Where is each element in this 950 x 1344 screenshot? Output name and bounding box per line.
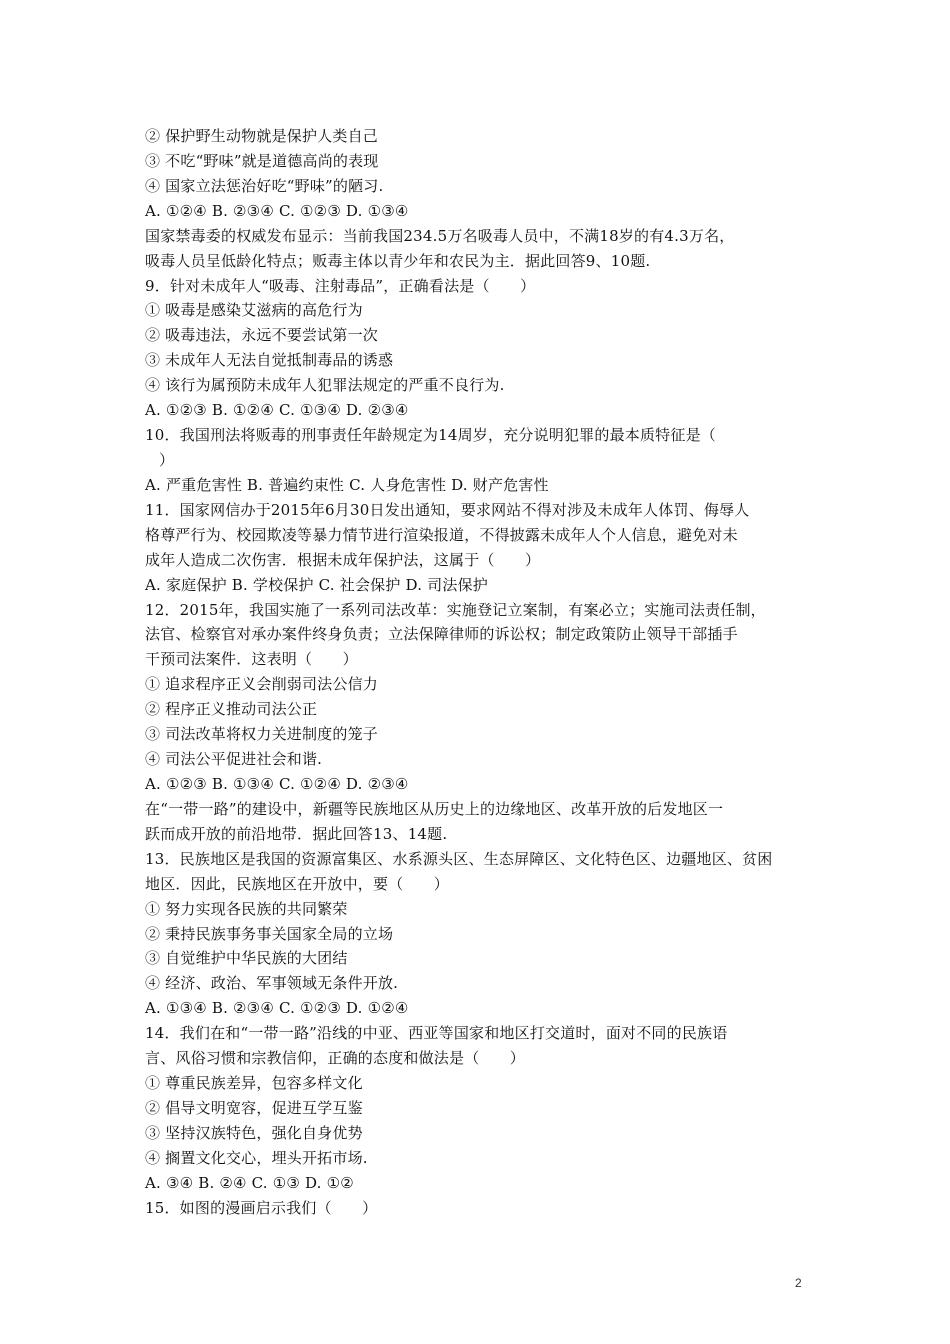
exam-text-body [145,124,815,1221]
answer-choices: A. 家庭保护 B. 学校保护 C. 社会保护 D. 司法保护 [145,575,488,594]
option-line: ④ 搁置文化交心，埋头开拓市场. [145,1148,368,1167]
question-12-continued: 法官、检察官对承办案件终身负责；立法保障律师的诉讼权；制定政策防止领导干部插手 [145,625,738,644]
answer-choices: A. ①③④ B. ②③④ C. ①②③ D. ①②④ [145,999,409,1018]
option-line: ② 程序正义推动司法公正 [145,700,318,719]
option-line: ④ 国家立法惩治好吃“野味”的陋习. [145,176,384,195]
question-10-continued: ） [159,450,175,469]
question-12-continued: 干预司法案件．这表明（ ） [145,650,358,669]
option-line: ④ 经济、政治、军事领域无条件开放. [145,974,399,993]
option-line: ① 吸毒是感染艾滋病的高危行为 [145,301,363,320]
question-13: 13．民族地区是我国的资源富集区、水系源头区、生态屏障区、文化特色区、边疆地区、贫困 [145,849,773,868]
passage-line: 国家禁毒委的权威发布显示：当前我国234.5万名吸毒人员中，不满18岁的有4.3万名， [145,226,735,245]
answer-choices: A. 严重危害性 B. 普遍约束性 C. 人身危害性 D. 财产危害性 [145,475,549,494]
option-line: ③ 未成年人无法自觉抵制毒品的诱惑 [145,351,394,370]
question-9: 9．针对未成年人“吸毒、注射毒品”，正确看法是（ ） [145,276,536,295]
passage-line: 吸毒人员呈低龄化特点；贩毒主体以青少年和农民为主．据此回答9、10题. [145,251,651,270]
option-line: ④ 该行为属预防未成年人犯罪法规定的严重不良行为. [145,376,505,395]
question-11-continued: 成年人造成二次伤害．根据未成年保护法，这属于（ ） [145,550,541,569]
option-line: ③ 自觉维护中华民族的大团结 [145,949,348,968]
passage-line: 跃而成开放的前沿地带．据此回答13、14题. [145,824,448,843]
answer-choices: A. ①②④ B. ②③④ C. ①②③ D. ①③④ [145,201,409,220]
option-line: ② 吸毒违法，永远不要尝试第一次 [145,326,378,345]
question-10: 10．我国刑法将贩毒的刑事责任年龄规定为14周岁，充分说明犯罪的最本质特征是（ [145,426,716,445]
option-line: ① 追求程序正义会削弱司法公信力 [145,675,378,694]
question-14: 14．我们在和“一带一路”沿线的中亚、西亚等国家和地区打交道时，面对不同的民族语 [145,1024,728,1043]
answer-choices: A. ③④ B. ②④ C. ①③ D. ①② [145,1173,354,1192]
question-12: 12．2015年，我国实施了一系列司法改革：实施登记立案制，有案必立；实施司法责任制， [145,600,766,619]
question-11: 11．国家网信办于2015年6月30日发出通知，要求网站不得对涉及未成年人体罚、侮辱人 [145,500,750,519]
option-line: ② 秉持民族事务事关国家全局的立场 [145,924,394,943]
page-number: 2 [795,1276,802,1290]
question-15: 15．如图的漫画启示我们（ ） [145,1198,378,1217]
answer-choices: A. ①②③ B. ①③④ C. ①②④ D. ②③④ [145,774,409,793]
option-line: ① 尊重民族差异，包容多样文化 [145,1074,363,1093]
option-line: ④ 司法公平促进社会和谐. [145,750,323,769]
option-line: ① 努力实现各民族的共同繁荣 [145,899,348,918]
option-line: ② 倡导文明宽容，促进互学互鉴 [145,1098,363,1117]
option-line: ② 保护野生动物就是保护人类自己 [145,127,378,145]
answer-choices: A. ①②③ B. ①②④ C. ①③④ D. ②③④ [145,401,409,420]
option-line: ③ 不吃“野味”就是道德高尚的表现 [145,151,379,170]
option-line: ③ 司法改革将权力关进制度的笼子 [145,725,378,744]
question-11-continued: 格尊严行为、校园欺凌等暴力情节进行渲染报道，不得披露未成年人个人信息，避免对未 [145,525,738,544]
option-line: ③ 坚持汉族特色，强化自身优势 [145,1123,363,1142]
question-14-continued: 言、风俗习惯和宗教信仰，正确的态度和做法是（ ） [145,1049,526,1068]
question-13-continued: 地区．因此，民族地区在开放中，要（ ） [145,874,450,893]
passage-line: 在“一带一路”的建设中，新疆等民族地区从历史上的边缘地区、改革开放的后发地区一 [145,799,724,818]
